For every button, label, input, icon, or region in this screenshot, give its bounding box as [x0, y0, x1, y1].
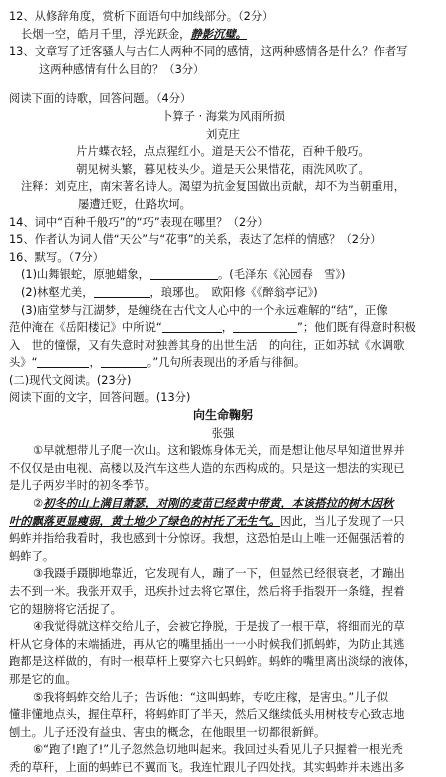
answer-blank[interactable]: [233, 320, 297, 333]
q16-item-3-text-tail: ”；他们既有得意时积极: [297, 321, 416, 335]
q12-stem: 12、从修辞角度，赏析下面语句中加线部分。（2分）: [9, 10, 274, 23]
q16-item-3-line1: (3)庙堂梦与江湖梦，是缠绕在古代文人心中的一个永远难解的“结”，正像: [21, 303, 388, 317]
q13-line2: 这两种感情有什么目的？（3分）: [39, 62, 205, 76]
poem-line-1: 片片蝶衣轻，点点猩红小。道是天公不惜花，百种千般巧。: [76, 145, 370, 159]
answer-blank[interactable]: [150, 267, 218, 280]
para-6-line-1: ⑥“跑了!跑了!”儿子忽然急切地叫起来。我回过头看见儿子只握着一根光秃: [33, 743, 403, 757]
q16-item-3-text-tail: 。”几句所表现出的矛盾与徘徊。: [146, 356, 306, 370]
para-5-line-3: 刨土。儿子还没有益虫、害虫的概念，在他眼里一切都很新鲜。: [9, 725, 326, 739]
q16-item-3-line3: 入 世的憧憬，又有失意时对独善其身的出世生活 的向往，正如苏轼《水调歌: [9, 338, 405, 352]
q16-item-3-text: 范仲淹在《岳阳楼记》中所说“: [9, 321, 162, 335]
poem-author: 刘克庄: [206, 127, 240, 141]
q16-item-3-text: 头》“: [9, 356, 38, 370]
para-3-line-3: 它的翅膀将它活捉了。: [9, 602, 122, 616]
para-2-line-3: 蚂蚱并指给我看时，我也感到十分惊讶。我想，这恐怕是山上唯一还倔强活着的: [9, 532, 405, 546]
poem-title: 卜算子 · 海棠为风雨所损: [161, 109, 285, 123]
para-3-line-2: 去不到一米。我张开双手，迅疾扑过去将它罩住，然后将手指裂开一条缝，捏着: [9, 585, 405, 598]
q16-item-2-source: ，琅琊也。 欧阳修《《醉翁亭记》): [149, 285, 318, 299]
answer-blank[interactable]: [94, 285, 150, 298]
para-2-text: 因此，当儿子发现了一只: [280, 514, 405, 528]
q16-item-1-text: (1)山舞银蛇，原驰蜡象，: [21, 268, 150, 282]
q16-item-2-text: (2)林壑尤美，: [21, 285, 94, 299]
q16-item-3-line4: [9, 354, 437, 372]
para-2-underlined-cont: 叶的飘落更显瘦弱，黄土地少了绿色的衬托了无生气。: [9, 514, 281, 528]
poem-note-1: 注释：刘克庄，南宋著名诗人。渴望为抗金复国做出贡献，却不为当朝重用，: [21, 180, 406, 194]
answer-blank[interactable]: [101, 355, 147, 368]
q15: 15、作者认为词人借“天公”与“花事”的关系，表达了怎样的情感？（2分）: [9, 233, 382, 247]
q12-quote-plain: 长烟一空，皓月千里，浮光跃金，: [21, 27, 191, 41]
para-6-line-2: 秃的草秆，上面的蚂蚱已不翼而飞。我连忙跟儿子四处找。其实蚂蚱并未逃出多: [9, 760, 405, 774]
para-4-line-2: 杆从它身体的末端插进，再从它的嘴里插出一一小时候我们抓蚂蚱，为防止其逃: [9, 637, 405, 651]
article-title: 向生命鞠躬: [192, 408, 253, 423]
answer-blank[interactable]: [37, 355, 89, 368]
answer-blank[interactable]: [162, 320, 222, 333]
poem-line-2: 朝见树头繁，暮见枝头少。道是天公果惜花，雨洗风吹了。: [76, 162, 370, 176]
para-3-line-1: ③我蹑手蹑脚地靠近，它发现有人，蹦了一下，但显然已经很衰老，才蹦出: [33, 567, 405, 581]
para-5-line-1: ⑤我将蚂蚱交给儿子；告诉他：“这叫蚂蚱，专吃庄稼，是害虫。”儿子似: [33, 690, 389, 704]
q13-line1: 13、文章写了迁客骚人与古仁人两种不同的感情，这两种感情各是什么？作者写: [9, 45, 408, 59]
para-2-line-4: 蚂蚱了。: [9, 549, 55, 563]
para-2-line-1: [9, 495, 437, 513]
para-1-line-2: 不仅仅是由电视、高楼以及汽车这些人造的东西构成的。只是这一想法的实现已: [9, 461, 405, 475]
para-4-line-4: 那是它的血。: [9, 672, 77, 686]
para-1-line-1: ①早就想带儿子爬一次山。这和锻炼身体无关，而是想让他尽早知道世界并: [33, 444, 405, 458]
q16-item-1-source: 。(毛泽东《沁园春 雪》): [217, 268, 346, 282]
q14: 14、词中“百种千般巧”的“巧”表现在哪里？（2分）: [9, 215, 269, 229]
q12-quote-underlined: 静影沉璧。: [190, 27, 247, 41]
q12-quote: [9, 26, 437, 44]
para-2-number: ②: [33, 497, 44, 511]
para-2-underlined: 初冬的山上满目萧瑟，对刚的麦苗已经黄中带黄，本该搭拉的树木因秋: [43, 497, 394, 511]
article-author: 张强: [211, 426, 235, 440]
poem-note-2: 屡遭迁贬，仕路坎坷。: [78, 197, 191, 211]
q16-stem: 16、默写。（7分）: [9, 250, 104, 264]
q16-item-2: [9, 284, 437, 302]
para-4-line-1: ④我觉得就这样交给儿子，会被它挣脱，于是拔了一根干草，将细而光的草: [33, 620, 405, 634]
modern-reading-instruction: 阅读下面的文字，回答问题。(13分): [9, 391, 191, 405]
para-2-line-2: [9, 513, 437, 531]
q16-item-3-line2: [9, 319, 437, 337]
para-1-line-3: 是儿子两岁半时的初冬季节。: [9, 479, 156, 493]
q16-comma: ，: [221, 321, 234, 335]
poem-intro: 阅读下面的诗歌，回答问题。（4分）: [9, 92, 192, 106]
para-4-line-3: 跑都是这样做的，有时一根草杆上要穿六七只蚂蚱。蚂蚱的嘴里离出淡绿的液体，: [9, 655, 416, 669]
q16-item-1: [9, 266, 437, 284]
modern-reading-header: (二)现代文阅读。(23分): [9, 373, 132, 387]
para-5-line-2: 懂非懂地点头，握住草秆，将蚂蚱盯了半天，然后又继续低头用树枝专心致志地: [9, 708, 405, 722]
q16-comma: ，: [89, 356, 101, 370]
